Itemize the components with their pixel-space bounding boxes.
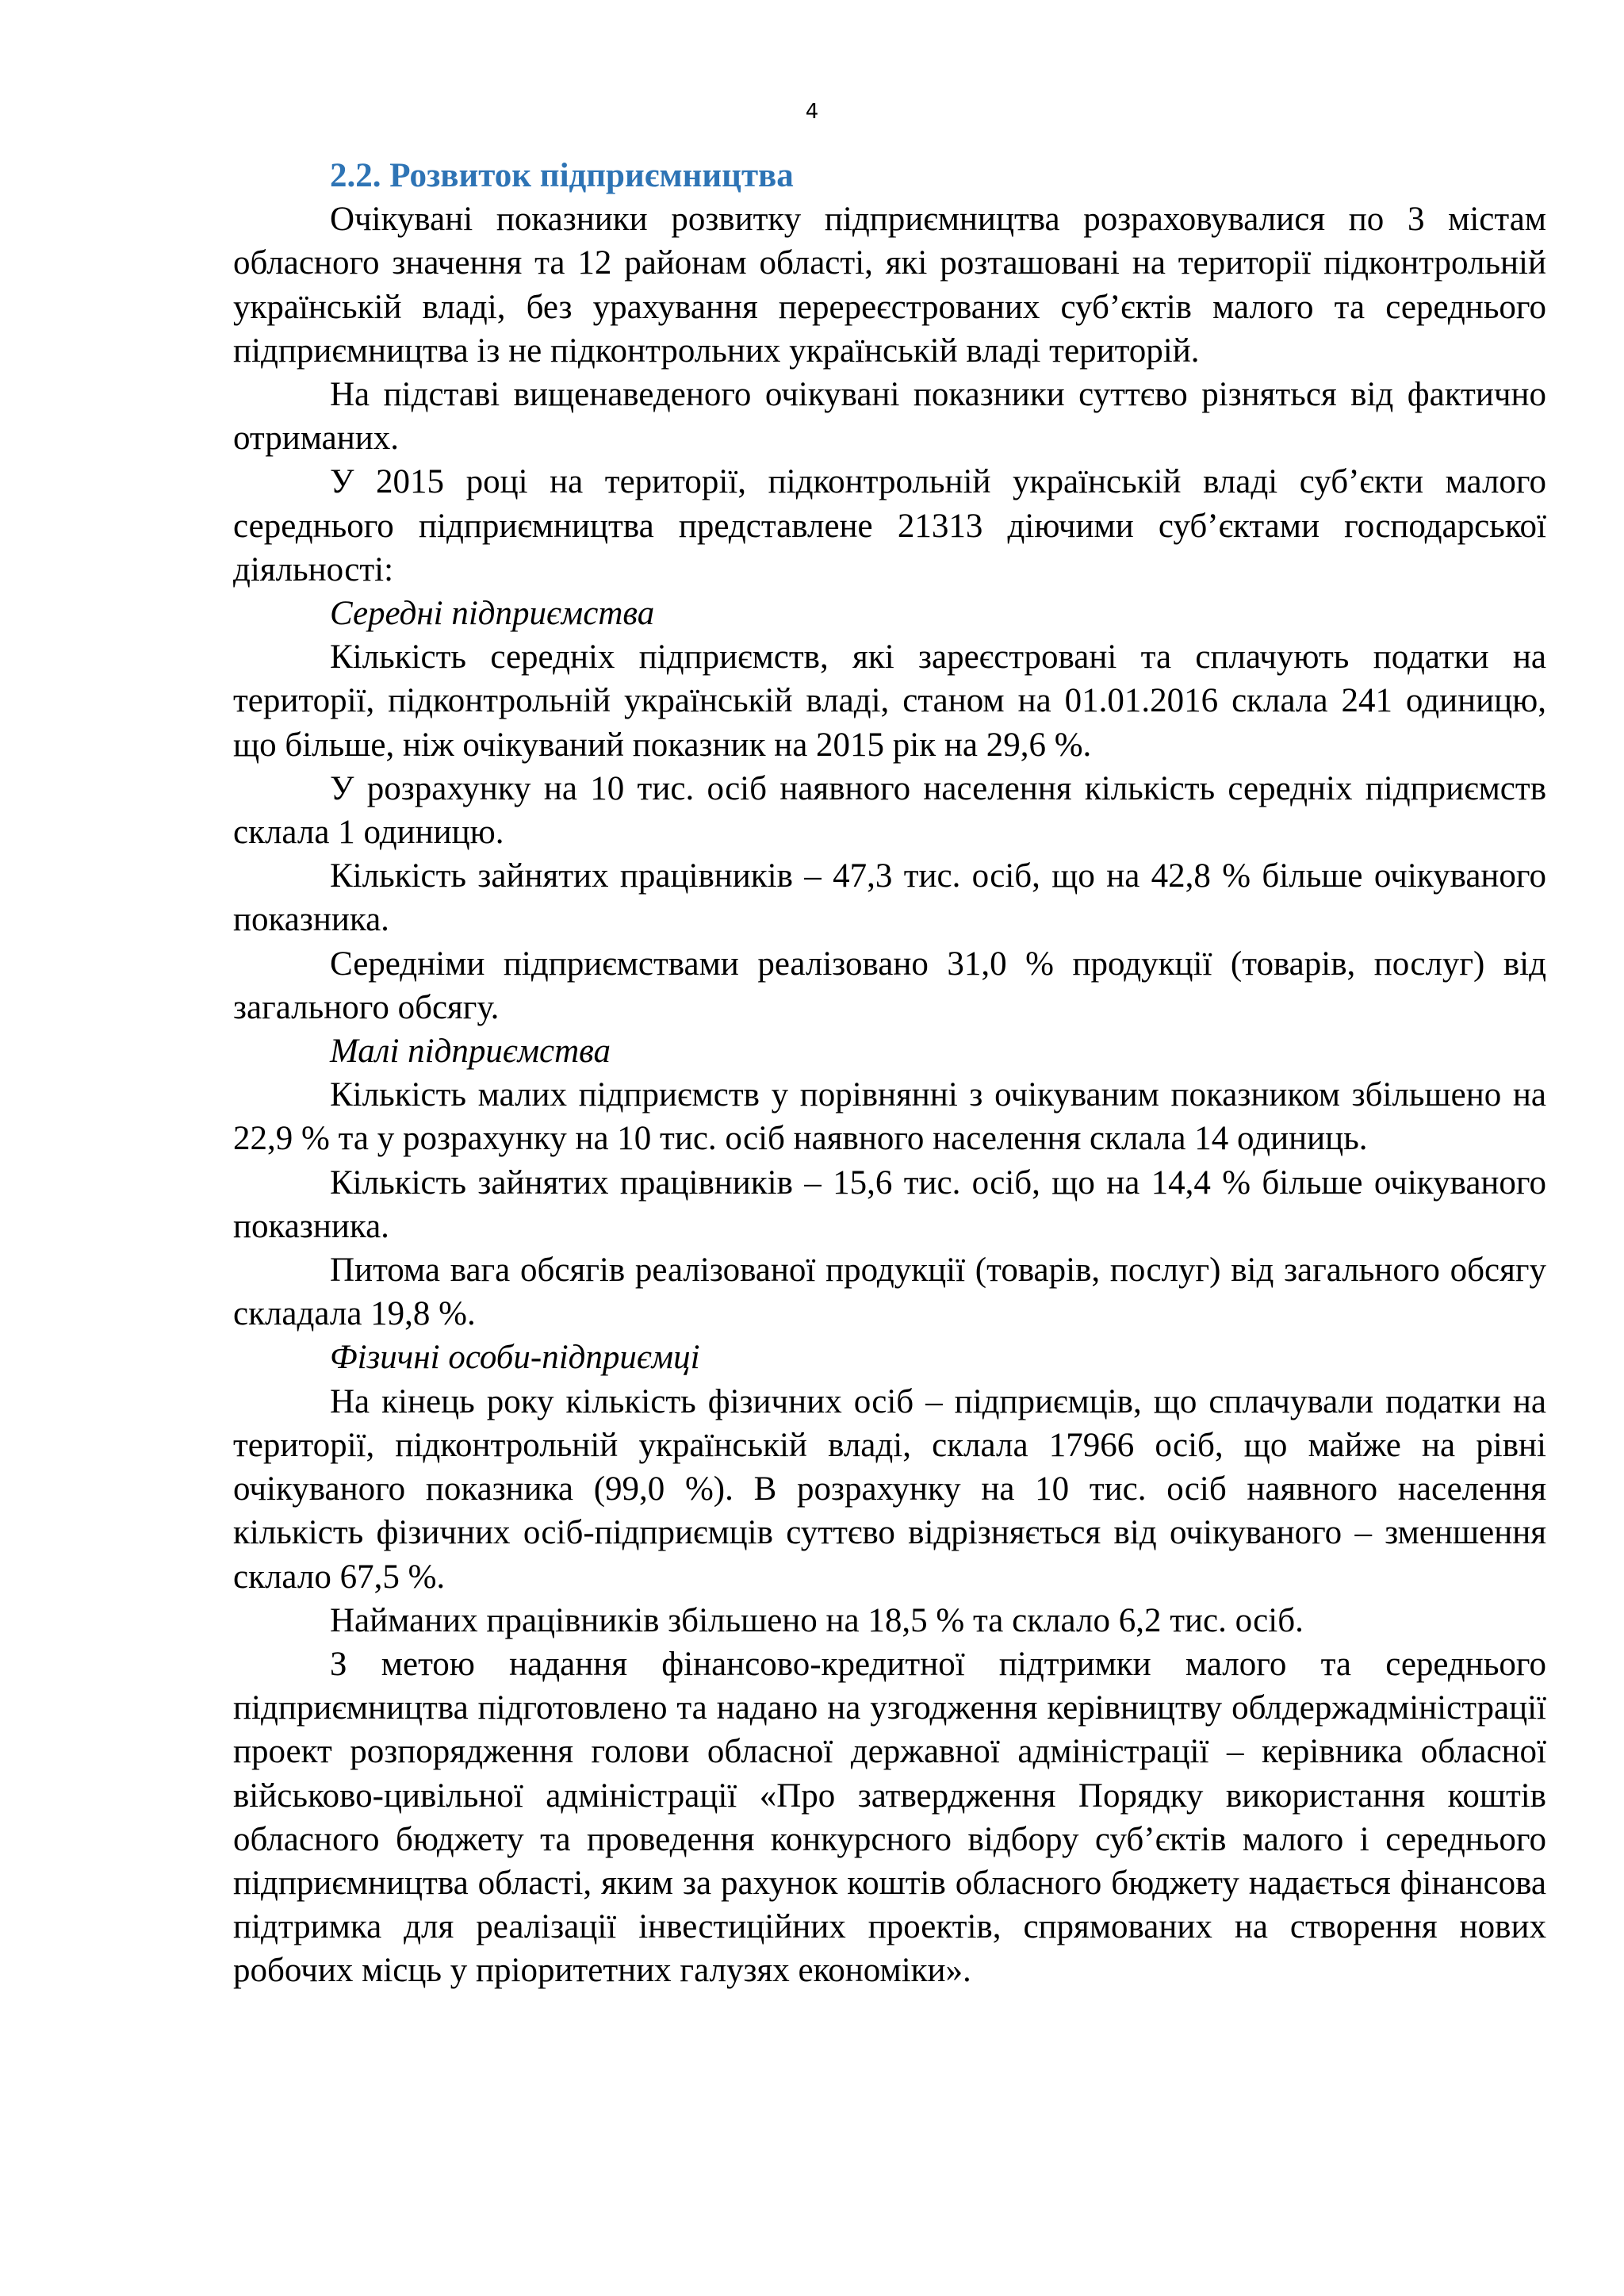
paragraph-hired-employees: Найманих працівників збільшено на 18,5 % та склало 6,2 тис. осіб. [330,1601,1304,1639]
paragraph-medium-per-capita: У розрахунку на 10 тис. осіб наявного населення кількість середніх підприємств склала 1 одиницю. [233,769,1546,852]
paragraph-small-sales: Питома вага обсягів реалізованої продукції (товарів, послуг) від загального обсягу складала 19,8 %. [233,1251,1546,1333]
subheading-medium-enterprises: Середні підприємства [330,595,655,633]
paragraph-financial-support: З метою надання фінансово-кредитної підтримки малого та середнього підприємництва підготовлено та надано на узгодження керівництву облдержадміністрації проект розпорядження голови обласної державної адміністрації – керівника обласної військово-цивільної адміністрації «Про затвердження Порядку використання коштів обласного бюджету та проведення конкурсного відбору суб’єктів малого і середнього підприємництва області, яким за рахунок коштів обласного бюджету надається фінансова підтримка для реалізації інвестиційних проектів, спрямованих на створення нових робочих місць у пріоритетних галузях економіки». [233,1645,1546,1990]
paragraph-medium-count: Кількість середніх підприємств, які зареєстровані та сплачують податки на території, підконтрольній українській владі, станом на 01.01.2016 склала 241 одиницю, що більше, ніж очікуваний показник на 2015 рік на 29,6 %. [233,638,1546,764]
paragraph-small-employees: Кількість зайнятих працівників – 15,6 тис. осіб, що на 14,4 % більше очікуваного показника. [233,1163,1546,1245]
subheading-small-enterprises: Малі підприємства [330,1033,611,1071]
paragraph-medium-employees: Кількість зайнятих працівників – 47,3 тис. осіб, що на 42,8 % більше очікуваного показника. [233,857,1546,939]
subheading-individual-entrepreneurs: Фізичні особи-підприємці [330,1339,700,1377]
paragraph-differences: На підставі вищенаведеного очікувані показники суттєво різняться від фактично отриманих. [233,376,1546,458]
paragraph-entities-2015: У 2015 році на території, підконтрольній українській владі суб’єкти малого середнього підприємництва представлене 21313 діючими суб’єктами господарської діяльності: [233,463,1546,588]
paragraph-individual-count: На кінець року кількість фізичних осіб – підприємців, що сплачували податки на території, підконтрольній українській владі, склала 17966 осіб, що майже на рівні очікуваного показника (99,0 %). В розрахунку на 10 тис. осіб наявного населення кількість фізичних осіб-підприємців суттєво відрізняється від очікуваного – зменшення склало 67,5 %. [233,1382,1546,1596]
page-number: 4 [805,100,819,124]
section-heading: 2.2. Розвиток підприємництва [330,157,794,194]
paragraph-small-count: Кількість малих підприємств у порівнянні з очікуваним показником збільшено на 22,9 % та у розрахунку на 10 тис. осіб наявного населення склала 14 одиниць. [233,1076,1546,1158]
document-body [233,154,1546,1993]
paragraph-medium-sales: Середніми підприємствами реалізовано 31,0 % продукції (товарів, послуг) від загального обсягу. [233,945,1546,1026]
paragraph-expected-indicators: Очікувані показники розвитку підприємництва розраховувалися по 3 містам обласного значення та 12 районам області, які розташовані на території підконтрольній українській владі, без урахування перереєстрованих суб’єктів малого та середнього підприємництва із не підконтрольних українській владі територій. [233,201,1546,370]
